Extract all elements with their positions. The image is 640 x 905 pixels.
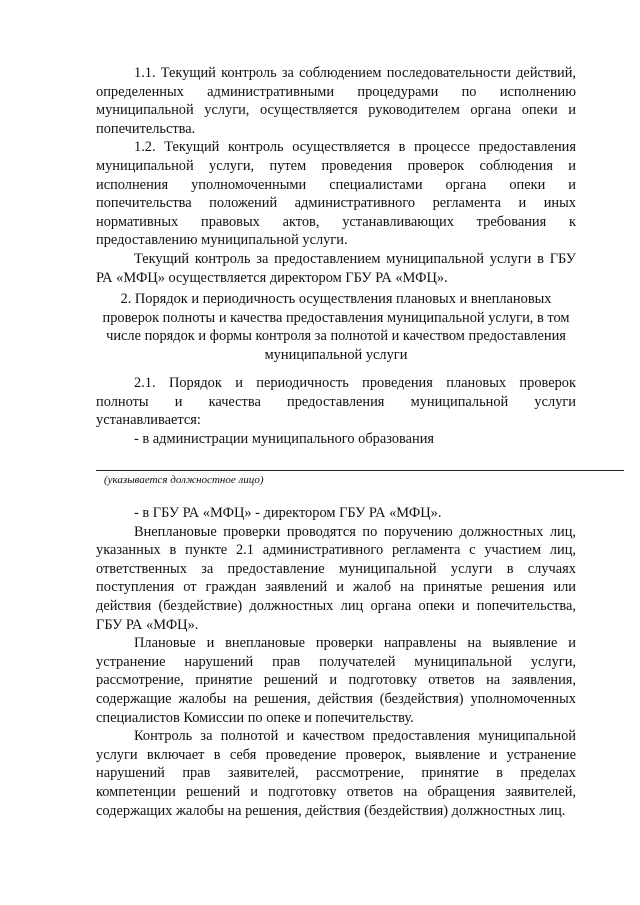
section-2-heading: 2. Порядок и периодичность осуществления плановых и внеплановых проверок полноты и качества предоставления муниципальной услуги, в том числе порядок и формы контроля за полнотой и качеством предоставления муниципальной услуги: [102, 291, 570, 363]
paragraph-1-1: 1.1. Текущий контроль за соблюдением последовательности действий, определенных административными процедурами по исполнению муниципальной услуги, осуществляется руководителем органа опеки и попечительства.: [96, 65, 576, 137]
paragraph-1-2: 1.2. Текущий контроль осуществляется в процессе предоставления муниципальной услуги, путем проведения проверок соблюдения и исполнения уполномоченными специалистами органа опеки и попечительства положений административного регламента и иных нормативных правовых актов, устанавливающих требования к предоставлению муниципальной услуги.: [96, 139, 576, 249]
section-1: [96, 64, 576, 287]
paragraph-2-1-line-3: устанавливается:: [96, 412, 201, 429]
paragraph-quality-control: Контроль за полнотой и качеством предоставления муниципальной услуги включает в себя проведение проверок, выявление и устранение нарушений прав заявителей, рассмотрение, принятие в пределах компетенции решений и подготовку ответов на обращения заявителей, содержащих жалобы на решения, действия (бездействия) должностных лиц.: [96, 728, 576, 819]
paragraph-1-3: Текущий контроль за предоставлением муниципальной услуги в ГБУ РА «МФЦ» осуществляется директором ГБУ РА «МФЦ».: [96, 250, 576, 286]
blank-caption: (указывается должностное лицо): [104, 474, 264, 486]
list-item-mfc: - в ГБУ РА «МФЦ» - директором ГБУ РА «МФЦ».: [134, 505, 442, 521]
fill-in-blank-line: [96, 470, 624, 471]
paragraph-2-1-line-2: полноты и качества предоставления муниципальной услуги: [96, 393, 576, 410]
paragraph-unplanned-checks: Внеплановые проверки проводятся по поручению должностных лиц, указанных в пункте 2.1 административного регламента с участием лиц, ответственных за предоставление муниципальной услуги в случаях поступления от граждан заявлений и жалоб на принятые решения или действия (бездействие) должностных лиц органа опеки и попечительства, ГБУ РА «МФЦ».: [96, 523, 576, 633]
paragraph-2-1-line-1: 2.1. Порядок и периодичность проведения плановых проверок: [134, 375, 576, 391]
paragraph-2-1: [96, 374, 576, 448]
section-2-body: [96, 504, 576, 820]
paragraph-checks-purpose: Плановые и внеплановые проверки направлены на выявление и устранение нарушений прав получателей муниципальной услуги, рассмотрение, принятие решений и подготовку ответов на заявления, содержащие жалобы на решения, действия (бездействия) уполномоченных специалистов Комиссии по опеке и попечительству.: [96, 635, 576, 726]
list-item-administration: - в администрации муниципального образования: [134, 430, 435, 447]
